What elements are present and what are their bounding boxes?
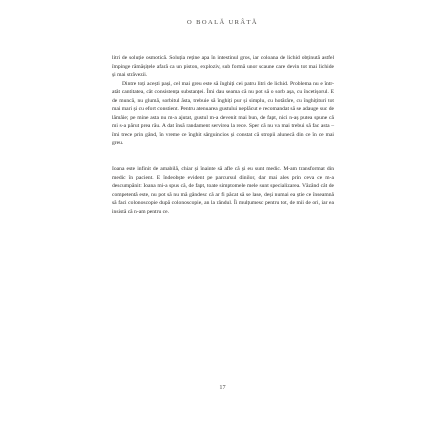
body-text	[112, 54, 334, 216]
page-number: 17	[219, 384, 226, 391]
paragraph: Ioana este infinit de amabilă, chiar și înainte să afle că și eu sunt medic. M-am transformat din medic în pacient. E îndeobște evident pe parcursul dinilor, dar mai ales prin ceva ce m-a descumpănit: Ioana mi-a spus că, de fapt, toate simptomele mele sunt specializarea. Văzând cât de competentă este, nu pot să nu mă gândesc că ar fi păcat să se lase, deși numai ea știe ce înseamnă să faci colonoscopie după colonoscopie, an la rândul. Îi mulțumesc pentru tot, de mii de ori, iar ea insistă că n-am pentru ce.	[112, 166, 334, 215]
paragraph: litri de soluție osmotică. Soluția reține apa în intestinul gros, iar coloana de lichid obținută astfel împinge rămășițele afară ca un piston, exploziv, sub formă unor scaune care devin tot mai lichide și mai străvezii.	[112, 55, 334, 79]
section-break	[112, 148, 334, 165]
running-head: O BOALĂ URÂTĂ	[187, 19, 258, 26]
paragraph: Dintre toți acești pași, cel mai greu este să înghiți cei patru litri de lichid. Problema nu e într-atât cantitatea, cât consistența substanței. Îmi dau seama că nu pot să o sorb așa, cu încetișorul. E de muncă, nu glumă, sorbitul ăsta, trebuie să înghiți pur și simplu, cu hotărâre, cu înghițituri tot mai mari și cu efort constient. Pentru atenuarea gustului neplăcut e recomandat să se adauge suc de lămâie; pe mine asta nu m-a ajutat, gustul m-a devenit mai bun, de fapt, nici n-aș putea spune că mi s-a părut prea rău. A dat însă randament servirea la rece. Sper că nu va mai trebui să fac asta – îmi trece prin gând, în vreme ce înghit sârguincios și constat că stropii alunecă din ce în ce mai greu.	[112, 80, 334, 147]
